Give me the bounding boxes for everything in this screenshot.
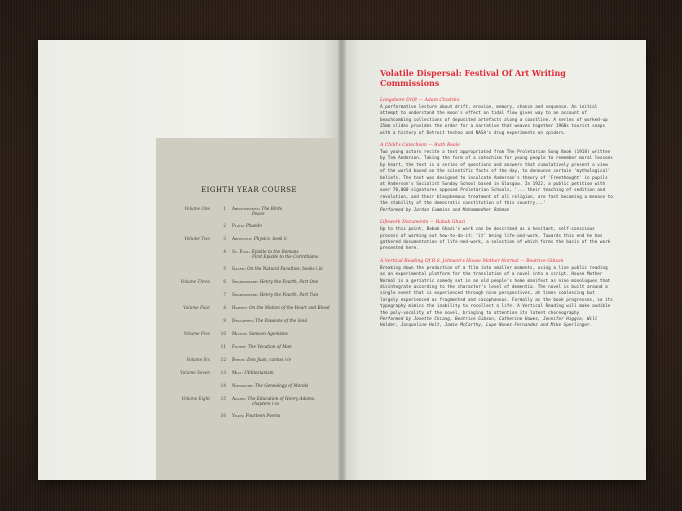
- toc-number: 2: [223, 223, 226, 228]
- toc-number: 15: [220, 396, 226, 401]
- book-gutter: [338, 40, 346, 480]
- toc-subtitle: chapters i-xv: [252, 401, 280, 406]
- toc-title: Phaedo: [246, 223, 262, 228]
- toc-number: 13: [220, 370, 226, 375]
- toc-title: Fourteen Poems: [245, 413, 281, 418]
- toc-title: Henry the Fourth, Part Two: [259, 292, 319, 297]
- toc-title: The Birds: [261, 206, 282, 211]
- toc-title: Epistle to the Romans: [251, 249, 299, 254]
- toc-author: Byron:: [232, 357, 246, 362]
- toc-number: 4: [223, 249, 226, 254]
- toc-row: [156, 344, 342, 357]
- toc-volume: Volume Five: [183, 331, 210, 336]
- toc-entry: [232, 396, 340, 406]
- toc-author: Plato:: [232, 223, 245, 228]
- toc-entry: [232, 223, 340, 228]
- toc-entry: [232, 357, 340, 362]
- toc-row: [156, 266, 342, 279]
- toc-volume: Volume Seven: [180, 370, 210, 375]
- toc-row: [156, 357, 342, 370]
- toc-title: Samson Agonistes: [249, 331, 288, 336]
- toc-title: Henry the Fourth, Part One: [259, 279, 319, 284]
- entry-heading: Longshore Drift — Adam Chodzko: [380, 98, 460, 103]
- toc-row: [156, 305, 342, 318]
- toc-entry: [232, 344, 340, 349]
- toc-author: St. Paul:: [232, 249, 251, 254]
- toc-row: [156, 292, 342, 305]
- toc-author: Aristophanes:: [232, 206, 261, 211]
- open-booklet: [38, 40, 646, 480]
- toc-title: Physics, book ii: [253, 236, 287, 241]
- toc-author: Harvey:: [232, 305, 248, 310]
- toc-entry: [232, 266, 340, 271]
- toc-author: Aristotle:: [232, 236, 253, 241]
- toc-row: [156, 331, 342, 344]
- toc-entry: [232, 279, 340, 284]
- right-page: [342, 40, 646, 480]
- toc-author: Mill:: [232, 370, 243, 375]
- commissions-text: [380, 68, 614, 336]
- toc-row: [156, 206, 342, 223]
- toc-number: 6: [223, 279, 226, 284]
- toc-row: [156, 318, 342, 331]
- toc-author: Milton:: [232, 331, 248, 336]
- toc-number: 10: [220, 331, 226, 336]
- entry-credit: Performed by Josette Chiang, Beatrice Gibson, Catherine Hawes, Jennifer Higgie, Will Holder, Jacqueline Holt, Jamie McCarthy, Lupe Nunez-Fernandez and Mike Sperlinger.: [380, 316, 598, 329]
- toc-entry: [232, 370, 340, 375]
- toc-title: Utilitarianism: [244, 370, 274, 375]
- toc-row: [156, 396, 342, 413]
- toc-row: [156, 236, 342, 249]
- toc-title: The Passions of the Soul: [255, 318, 308, 323]
- toc-number: 1: [223, 206, 226, 211]
- toc-entry: [232, 236, 340, 241]
- toc-author: Galen:: [232, 266, 246, 271]
- entry-heading: A Child's Catechism — Ruth Beale: [380, 143, 460, 149]
- toc-number: 16: [220, 413, 226, 418]
- toc-number: 11: [220, 344, 226, 349]
- toc-row: [156, 383, 342, 396]
- toc-author: Fichte:: [232, 344, 247, 349]
- toc-row: [156, 249, 342, 266]
- course-title: EIGHTH YEAR COURSE: [200, 186, 298, 194]
- toc-title: On the Natural Faculties, books i,iii: [247, 266, 323, 271]
- toc-volume: Volume Six: [186, 357, 210, 362]
- toc-author: Shakespeare:: [232, 279, 259, 284]
- toc-author: Yeats:: [232, 413, 245, 418]
- toc-row: [156, 279, 342, 292]
- toc-author: Nietzsche:: [232, 383, 254, 388]
- entry-heading: Lifework Documents — Babak Ghazi: [380, 220, 466, 226]
- toc-number: 9: [223, 318, 226, 323]
- toc-author: Descartes:: [232, 318, 254, 323]
- toc-author: Adams:: [232, 396, 247, 401]
- toc-entry: [232, 331, 340, 336]
- toc-number: 14: [220, 383, 226, 388]
- toc-number: 7: [223, 292, 226, 297]
- toc-author: Shakespeare:: [232, 292, 259, 297]
- course-panel: [156, 138, 342, 480]
- toc-entry: [232, 305, 340, 310]
- toc-volume: Volume Two: [184, 236, 210, 241]
- toc-volume: Volume Three: [180, 279, 210, 284]
- toc-title: On the Motion of the Heart and Blood: [249, 305, 330, 310]
- toc-entry: [232, 292, 340, 297]
- toc-entry: [232, 318, 340, 323]
- toc-entry: [232, 383, 340, 388]
- toc-entry: [232, 206, 340, 216]
- toc-volume: Volume Eight: [181, 396, 210, 401]
- page-title: Volatile Dispersal: Festival Of Art Writing Commissions: [380, 68, 566, 88]
- toc-entry: [232, 249, 340, 259]
- toc-subtitle: First Epistle to the Corinthians: [252, 254, 319, 259]
- entry-credit: Performed by Jordan Cummins and Mohammedher Rahman: [380, 207, 510, 213]
- entry-body: Two young actors recite a text appropriated from The Proletarian Song Book (1918) written by Tom Anderson. Taking the form of a catechism for young people to remember moral lessons by heart, the text is a series of questions and answers that cumulatively present a view of the world based on the scientific facts of the day, to denounce certain 'mythological' beliefs. The text was designed to inculcate Anderson's theory of 'Freethought' in pupils at Anderson's Socialist Sunday School based in Glasgow. In 1922, a public petition with over 70,000 signatures opposed Proletarian Schools, '... their teaching of sedition and revolution, and their blasphemous treatment of all religion, are fast becoming a menace to the stability of the democratic constitution of this country...': [380, 150, 613, 207]
- toc-title: The Education of Henry Adams,: [247, 396, 316, 401]
- toc-title: Don Juan, cantos i-iv: [247, 357, 291, 362]
- toc-number: 12: [220, 357, 226, 362]
- toc-volume: Volume One: [184, 206, 210, 211]
- toc-row: [156, 413, 342, 426]
- toc-number: 8: [223, 305, 226, 310]
- commission-entry: [380, 143, 614, 214]
- toc-row: [156, 370, 342, 383]
- commission-entry: [380, 220, 614, 253]
- left-page: [38, 40, 342, 480]
- toc-number: 3: [223, 236, 226, 241]
- toc-volume: Volume Four: [183, 305, 210, 310]
- toc-title: The Genealogy of Morals: [255, 383, 309, 388]
- toc-number: 5: [223, 266, 226, 271]
- toc-entry: [232, 413, 340, 418]
- toc-title: The Vocation of Man: [247, 344, 292, 349]
- entry-heading: A Vertical Reading Of B.S. Johnson's House Mother Normal — Beatrice Gibson: [380, 258, 564, 264]
- entry-body: Breaking down the production of a film into smaller moments, using a live public reading as an experimental platform for the translation of a novel into a script. House Mother Normal is a geriatric comedy set in an old people's home manifest as nine monologues that disintegrate according to the character's level of dementia. The novel is built around a single event that is experienced through nine perspectives, at times coalescing but largely experienced as fragmented and cacophonous. Formally as the book progresses, so its typography mimics the inability to recollect a life. A Vertical Reading will make audible the poly-vocality of the novel, bringing to attention its latent choreography: [380, 265, 613, 316]
- entry-body: Up to this point, Babak Ghazi's work can be described as a hesitant, self-conscious process of working out how-to-do-it: 'it' being life-and-work. Towards this end he has gathered documentation of life-and-work, a selection of which forms the basis of the work presented here.: [380, 227, 611, 252]
- entries-list: [380, 98, 614, 330]
- course-contents: [156, 206, 342, 426]
- entry-body: A performative lecture about drift, erosion, memory, chance and sequence. An initial attempt to understand the moon's effect on tidal flow gives way to an account of beachcombing collections of deposited artefacts along a coastline. A series of worked-up 35mm slides provides the order for a narrative that weaves together 1960s tourist snaps with a history of Detroit techno and NASA's drug experiments on spiders.: [380, 105, 608, 136]
- toc-subtitle: Peace: [252, 211, 265, 216]
- commission-entry: [380, 259, 614, 330]
- toc-row: [156, 223, 342, 236]
- commission-entry: [380, 98, 614, 137]
